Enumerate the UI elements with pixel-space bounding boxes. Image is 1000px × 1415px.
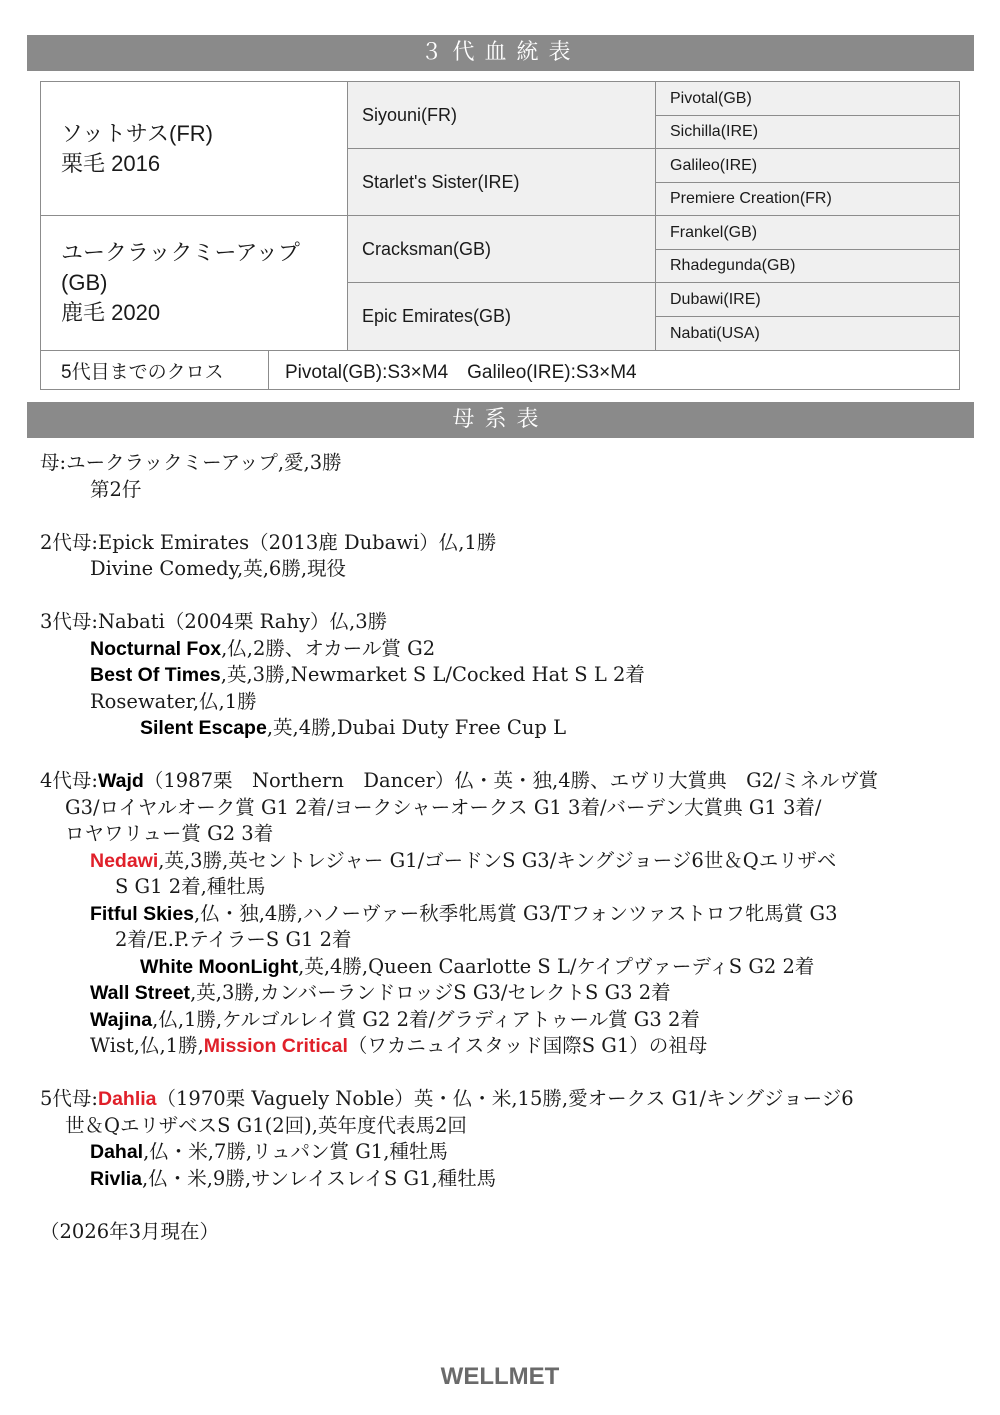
g3-cell: Galileo(IRE) xyxy=(655,148,960,183)
horse-name: Fitful Skies xyxy=(90,902,195,925)
family-line: 第2仔 xyxy=(90,477,142,501)
family-line xyxy=(40,901,970,928)
sire-cell xyxy=(40,81,348,216)
family-line: Rosewater,仏,1勝 xyxy=(90,689,257,713)
horse-name: Dahlia xyxy=(97,1088,157,1110)
horse-name: Best Of Times xyxy=(90,664,221,686)
g3-cell: Rhadegunda(GB) xyxy=(655,249,960,283)
family-line xyxy=(40,1166,970,1193)
g3-cell: Premiere Creation(FR) xyxy=(655,182,960,216)
horse-name: Mission Critical xyxy=(203,1035,348,1057)
horse-record: ,英,4勝,Dubai Duty Free Cup L xyxy=(266,716,567,739)
cross-value: Pivotal(GB):S3×M4 Galileo(IRE):S3×M4 xyxy=(268,350,960,390)
g3-cell: Frankel(GB) xyxy=(655,215,960,250)
family-line xyxy=(40,1139,970,1166)
horse-name: Nocturnal Fox xyxy=(90,637,222,660)
horse-record: （ワカニュイスタッド国際S G1）の祖母 xyxy=(347,1034,708,1057)
family-line: 世＆QエリザベスS G1(2回),英年度代表馬2回 xyxy=(65,1113,467,1137)
family-line xyxy=(40,1007,970,1034)
horse-record: ,仏・米,9勝,サンレイスレイS G1,種牡馬 xyxy=(142,1166,497,1190)
as-of-note: （2026年3月現在） xyxy=(40,1219,220,1243)
generation-label: 5代母: xyxy=(40,1087,98,1110)
family-list xyxy=(40,450,970,1245)
horse-record: ,英,3勝,カンバーランドロッジS G3/セレクトS G3 2着 xyxy=(190,981,671,1004)
horse-name: Wajina xyxy=(90,1008,153,1031)
family-line: 母:ユークラックミーアップ,愛,3勝 xyxy=(40,451,342,474)
sire-sire-cell: Siyouni(FR) xyxy=(347,81,656,149)
family-line: 2着/E.P.テイラーS G1 2着 xyxy=(115,928,352,951)
dam-dam-cell: Epic Emirates(GB) xyxy=(347,282,656,351)
dam-sire-cell: Cracksman(GB) xyxy=(347,215,656,283)
g3-cell: Pivotal(GB) xyxy=(655,81,960,116)
horse-record: ,仏・独,4勝,ハノーヴァー秋季牝馬賞 G3/Tフォンツァストロフ牝馬賞 G3 xyxy=(194,901,838,925)
cross-label: 5代目までのクロス xyxy=(40,350,269,390)
horse-record: ,仏・米,7勝,リュパン賞 G1,種牡馬 xyxy=(143,1140,448,1163)
family-line xyxy=(40,715,970,742)
family-line xyxy=(40,1033,970,1060)
dam-detail: 鹿毛 2020 xyxy=(61,300,161,325)
family-line: 3代母:Nabati（2004栗 Rahy）仏,3勝 xyxy=(40,610,388,633)
dam-name: ユークラックミーアップ xyxy=(61,240,300,265)
family-header: 母系表 xyxy=(27,402,974,438)
family-line: Divine Comedy,英,6勝,現役 xyxy=(90,557,347,580)
sire-name: ソットサス(FR) xyxy=(61,120,213,146)
horse-name: Wajd xyxy=(97,770,144,792)
g3-cell: Sichilla(IRE) xyxy=(655,115,960,149)
family-line xyxy=(40,662,970,689)
generation-label: 4代母: xyxy=(40,769,98,792)
g3-cell: Nabati(USA) xyxy=(655,316,960,351)
horse-record: ,仏,2勝、オカール賞 G2 xyxy=(221,636,436,660)
horse-name: Rivlia xyxy=(90,1167,143,1190)
family-line xyxy=(40,980,970,1007)
wellmet-logo: WELLMET xyxy=(440,1363,560,1390)
family-line: S G1 2着,種牡馬 xyxy=(115,875,266,898)
family-line xyxy=(40,848,970,875)
horse-name: Dahal xyxy=(90,1141,144,1163)
horse-record: ,英,3勝,Newmarket S L/Cocked Hat S L 2着 xyxy=(220,663,645,686)
horse-record: ,英,4勝,Queen Caarlotte S L/ケイプヴァーディS G2 2着 xyxy=(298,954,815,978)
dam-name-origin: (GB) xyxy=(61,270,108,295)
family-line xyxy=(40,636,970,663)
horse-name: White MoonLight xyxy=(140,955,299,978)
pedigree-header: ３代血統表 xyxy=(27,35,974,71)
family-line xyxy=(40,768,970,795)
g3-cell: Dubawi(IRE) xyxy=(655,282,960,317)
family-line: G3/ロイヤルオーク賞 G1 2着/ヨークシャーオークス G1 3着/バーデン大賞典 G1 3着/ xyxy=(65,795,822,819)
family-line xyxy=(40,1086,970,1113)
horse-record: （1987栗 Northern Dancer）仏・英・独,4勝、エヴリ大賞典 G2/ミネルヴ賞 xyxy=(143,769,879,792)
family-line xyxy=(40,954,970,981)
horse-record: ,仏,1勝,ケルゴルレイ賞 G2 2着/グラディアトゥール賞 G3 2着 xyxy=(152,1007,700,1031)
family-line: 2代母:Epick Emirates（2013鹿 Dubawi）仏,1勝 xyxy=(40,530,497,554)
horse-record: ,英,3勝,英セントレジャー G1/ゴードンS G3/キングジョージ6世＆Qエリザベ xyxy=(158,848,837,872)
sire-detail: 栗毛 2016 xyxy=(61,150,161,176)
family-line: ロヤワリュー賞 G2 3着 xyxy=(65,822,274,845)
horse-name: Nedawi xyxy=(90,849,159,872)
horse-name: Silent Escape xyxy=(140,717,267,739)
horse-record: （1970栗 Vaguely Noble）英・仏・米,15勝,愛オークス G1/キングジョージ6 xyxy=(156,1087,854,1110)
horse-name: Wall Street xyxy=(90,982,191,1004)
horse-record: Wist,仏,1勝, xyxy=(90,1034,204,1057)
dam-cell xyxy=(40,215,348,351)
sire-dam-cell: Starlet's Sister(IRE) xyxy=(347,148,656,216)
pedigree-table xyxy=(40,81,960,390)
